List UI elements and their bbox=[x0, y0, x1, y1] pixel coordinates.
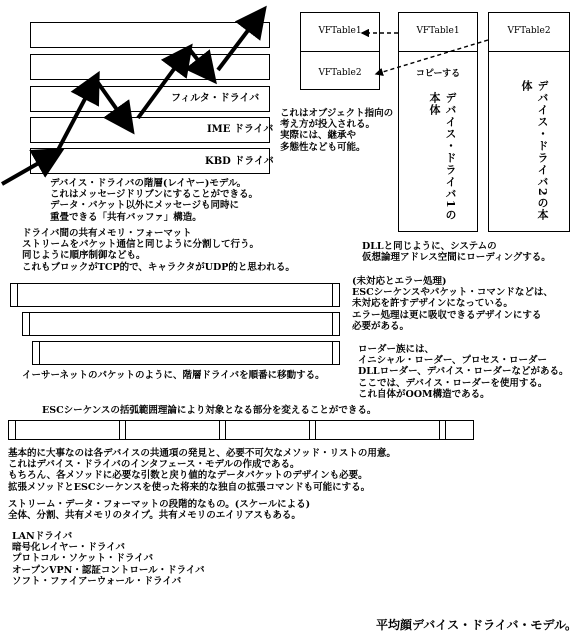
driver2-body-label: デバイス・ドライバ2の本体 bbox=[520, 80, 549, 221]
vftable-left-2: VFTable2 bbox=[318, 68, 362, 78]
filter-driver-label: フィルタ・ドライバ bbox=[171, 93, 260, 104]
driver1-body-label: デバイス・ドライバ1の本体 bbox=[428, 92, 457, 221]
segmented-bar bbox=[8, 420, 474, 440]
esc-note: (未対応とエラー処理) ESCシーケンスやパケット・コマンドなどは、 未対応を許すデザインになっている。 エラー処理は更に吸収できるデザインにする 必要がある。 bbox=[352, 276, 553, 332]
basics-note: 基本的に大事なのは各デバイスの共通項の発見と、必要不可欠なメソッド・リストの用意。 これはデバイス・ドライバのインタフェース・モデルの作成である。 もちろん、各メソッドに必要な引数と戻り値的なデータパケットのデザインも必要。 拡張メソッドとESCシーケンスを使った将来的な独自の拡張コマンドも可能にする。 bbox=[8, 448, 396, 493]
vftable-right-2: VFTable2 bbox=[507, 26, 551, 36]
loader-note: ローダー族には、 イニシャル・ローダー、プロセス・ローダー DLLローダー、デバイス・ローダーなどがある。 ここでは、デバイス・ローダーを使用する。 これ自体がOOM構造である。 bbox=[358, 344, 569, 400]
stream-note: ストリーム・データ・フォーマットの段階的なもの。(スケールによる) 全体、分割、共有メモリのタイプ。共有メモリのエイリアスもある。 bbox=[8, 499, 311, 522]
packet-box-3 bbox=[32, 341, 340, 365]
esc-range-note: ESCシーケンスの括弧範囲理論により対象となる部分を変えることができる。 bbox=[42, 405, 377, 416]
vftable-right-1: VFTable1 bbox=[416, 26, 460, 36]
footer-title: 平均顔デバイス・ドライバ・モデル。 bbox=[376, 618, 578, 632]
vftable-dashed-arrows bbox=[362, 33, 488, 74]
ime-driver-label: IME ドライバ bbox=[207, 124, 274, 135]
vftable-left-1: VFTable1 bbox=[318, 26, 362, 36]
shared-memory-note: ドライバ間の共有メモリ・フォーマット ストリームをパケット通信と同じように分割して行う。 同じように順序制御なども。 これもブロックがTCP的で、キャラクタがUDP的と思われる。 bbox=[22, 228, 295, 273]
kbd-driver-label: KBD ドライバ bbox=[205, 156, 274, 167]
oop-note: これはオブジェクト指向の 考え方が投入される。 実際には、継承や 多態性なども可能。 bbox=[280, 108, 394, 153]
driver-list: LANドライバ 暗号化レイヤー・ドライバ プロトコル・ソケット・ドライバ オープンVPN・認証コントロール・ドライバ ソフト・ファイアーウォール・ドライバ bbox=[12, 531, 205, 587]
packet-box-2 bbox=[22, 312, 340, 336]
dll-note: DLLと同じように、システムの 仮想論理アドレス空間にローディングする。 bbox=[362, 241, 551, 264]
zigzag-arrow bbox=[2, 12, 262, 184]
packet-box-1 bbox=[10, 283, 340, 307]
ethernet-note: イーサーネットのパケットのように、階層ドライバを順番に移動する。 bbox=[22, 370, 325, 381]
layer-model-note: デバイス・ドライバの階層(レイヤー)モデル。 これはメッセージドリブンにすることができる。 データ・パケット以外にメッセージも同時に 重畳できる「共有バッファ」構造。 bbox=[50, 178, 259, 223]
copy-label: コピーする bbox=[415, 69, 461, 79]
